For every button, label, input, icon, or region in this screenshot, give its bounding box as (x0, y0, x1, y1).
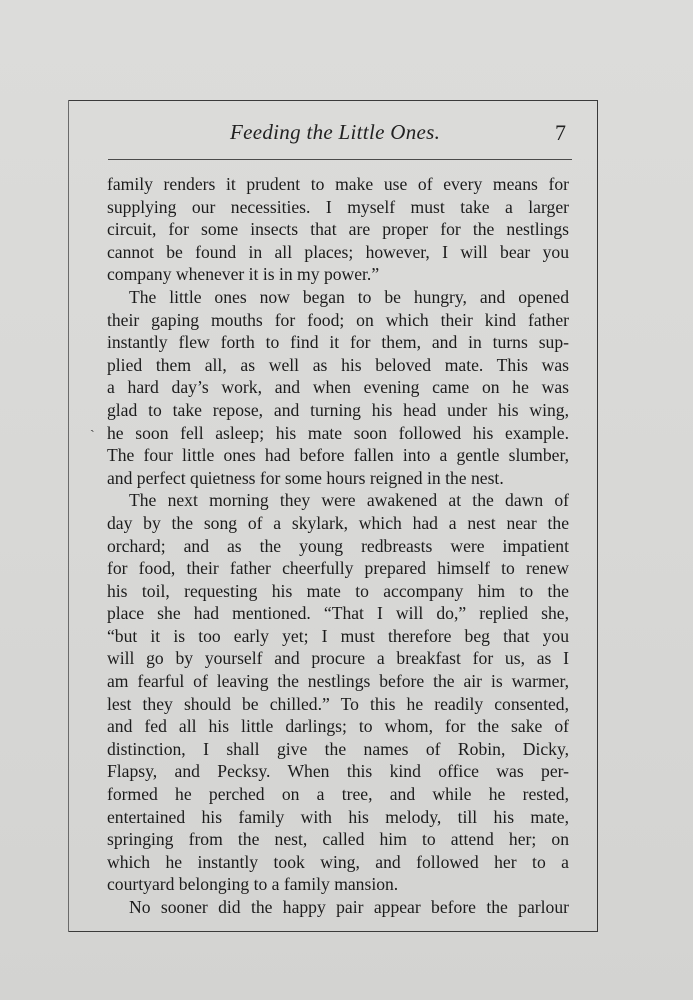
text-line: a hard day’s work, and when evening came on he was (107, 377, 569, 398)
running-head-rule (108, 159, 572, 160)
text-line: orchard; and as the young redbreasts were impatient (107, 535, 569, 556)
text-line: his toil, requesting his mate to accompany him to the (107, 580, 569, 601)
text-line: which he instantly took wing, and followed her to a (107, 851, 569, 872)
text-line: No sooner did the happy pair appear before the parlour (129, 897, 569, 917)
text-line: Flapsy, and Pecksy. When this kind office was per- (107, 761, 569, 782)
text-line: he soon fell asleep; his mate soon followed his example. (107, 422, 569, 443)
text-line: entertained his family with his melody, till his mate, (107, 806, 569, 827)
text-line: courtyard belonging to a family mansion. (107, 874, 399, 895)
text-line: company whenever it is in my power.” (107, 264, 380, 285)
text-line: and perfect quietness for some hours reigned in the nest. (107, 467, 504, 488)
text-line: formed he perched on a tree, and while he rested, (107, 784, 569, 805)
body-text (107, 173, 569, 919)
text-line: day by the song of a skylark, which had a nest near the (107, 512, 569, 533)
text-line: plied them all, as well as his beloved mate. This was (107, 354, 569, 375)
text-line: am fearful of leaving the nestlings before the air is warmer, (107, 671, 569, 692)
text-line: springing from the nest, called him to attend her; on (107, 829, 569, 850)
text-line: The next morning they were awakened at the dawn of (129, 490, 569, 511)
text-line: lest they should be chilled.” To this he readily consented, (107, 693, 569, 714)
page-number: 7 (555, 120, 566, 145)
page-frame-bottom (68, 931, 598, 932)
text-line: family renders it prudent to make use of every means for (107, 174, 569, 194)
text-line: “but it is too early yet; I must therefore beg that you (107, 625, 569, 646)
page-frame-left (68, 100, 69, 932)
margin-mark: ˎ (90, 418, 95, 433)
text-line: supplying our necessities. I myself must take a larger (107, 196, 569, 217)
running-head-title: Feeding the Little Ones. (230, 120, 441, 144)
text-line: distinction, I shall give the names of Robin, Dicky, (107, 738, 569, 759)
text-line: glad to take repose, and turning his head under his wing, (107, 399, 569, 420)
text-line: their gaping mouths for food; on which their kind father (107, 309, 569, 330)
text-line: circuit, for some insects that are proper for the nestlings (107, 219, 569, 240)
text-line: and fed all his little darlings; to whom, for the sake of (107, 716, 569, 737)
page-frame-top (68, 100, 598, 101)
text-line: The little ones now began to be hungry, and opened (129, 286, 569, 307)
text-line: for food, their father cheerfully prepared himself to renew (107, 558, 569, 579)
text-line: place she had mentioned. “That I will do,” replied she, (107, 603, 569, 624)
text-line: will go by yourself and procure a breakfast for us, as I (107, 648, 569, 669)
page-frame-right (597, 100, 598, 932)
running-head (100, 120, 580, 150)
text-line: cannot be found in all places; however, I will bear you (107, 241, 569, 262)
text-line: instantly flew forth to find it for them, and in turns sup- (107, 332, 569, 353)
text-line: The four little ones had before fallen into a gentle slumber, (107, 445, 569, 466)
